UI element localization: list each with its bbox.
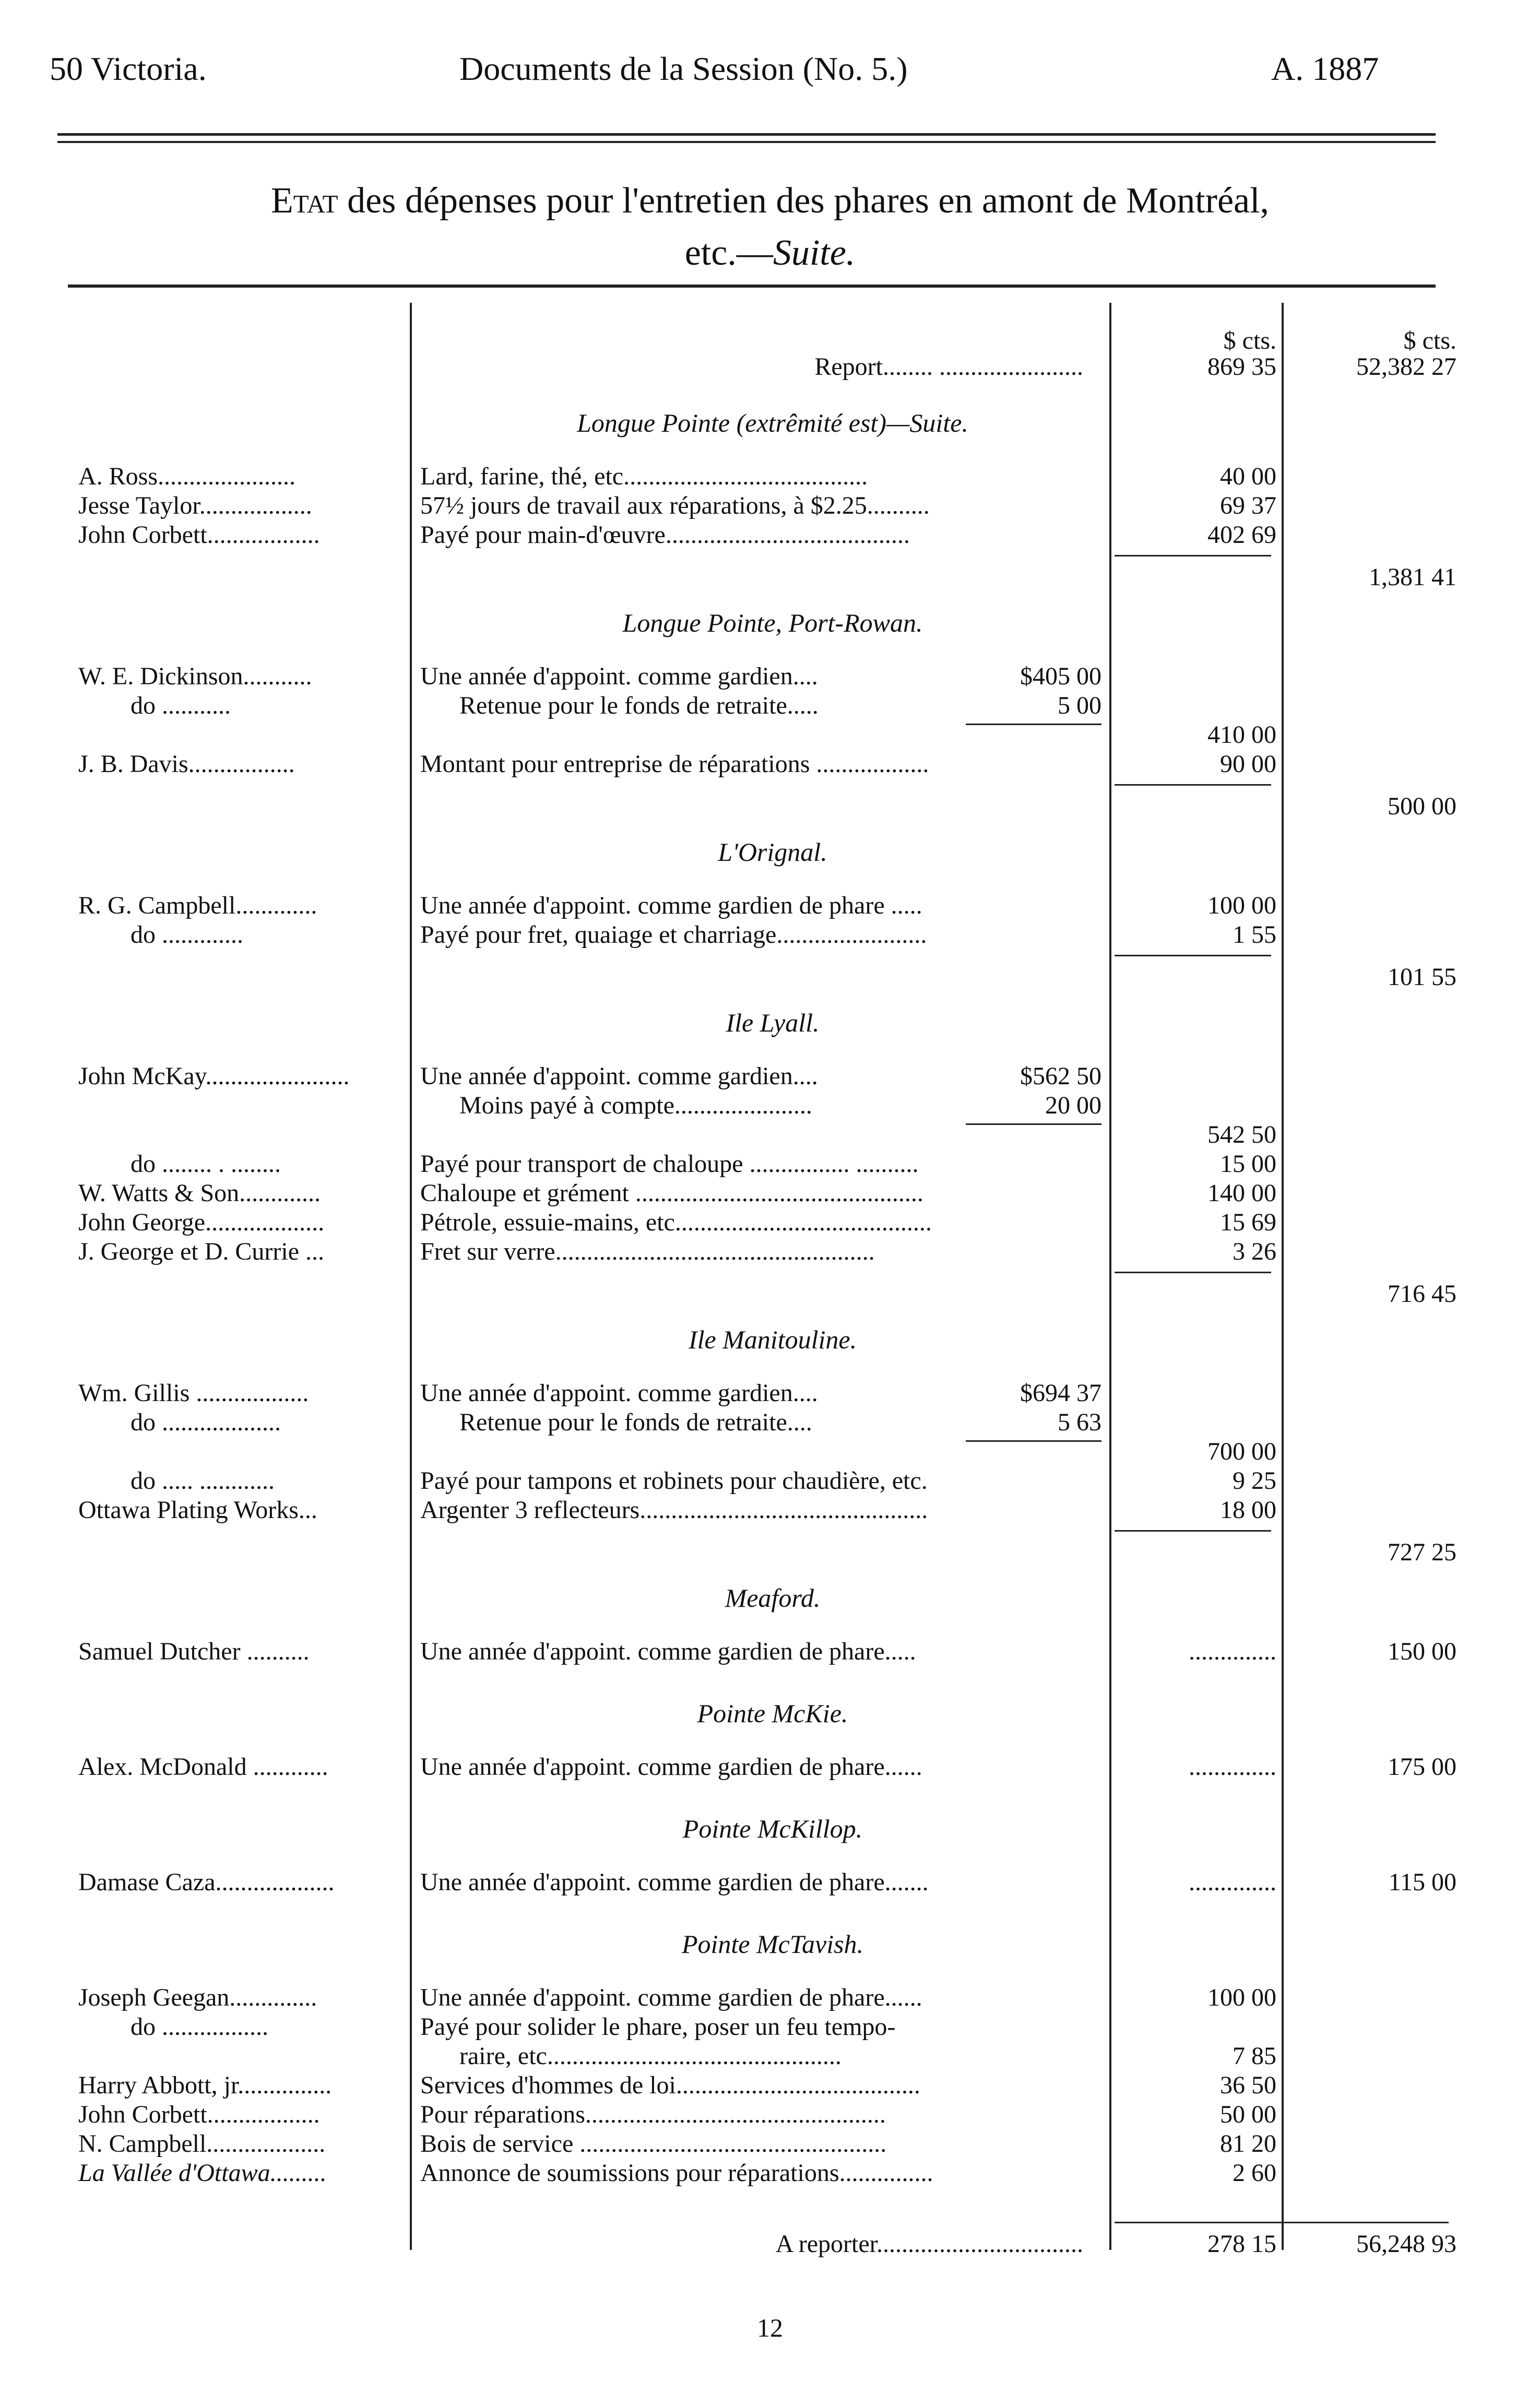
title-line1: des dépenses pour l'entretien des phares en amont de Montréal, [338,181,1270,221]
sub-amount: $562 50 [1020,1062,1101,1090]
title-line2a: etc.— [684,233,773,273]
amount-col1: 40 00 [1220,463,1276,490]
table-row [0,1179,1540,1208]
payee-name: Wm. Gillis .................. [78,1379,309,1407]
table-row [0,491,1540,520]
payee-name: Jesse Taylor.................. [78,492,312,519]
payee-name: John Corbett.................. [78,2101,320,2128]
sub-amount: 20 00 [1045,1092,1101,1119]
header-right: A. 1887 [1271,50,1379,87]
table-row [0,1237,1540,1266]
table-row [0,1983,1540,2012]
section-total-rule [1115,1272,1271,1273]
section-total: 500 00 [1388,792,1456,820]
amount-col1: .............. [1189,1638,1276,1665]
header-center: Documents de la Session (No. 5.) [459,50,908,87]
item-description: Fret sur verre................................................... [420,1238,875,1265]
section-total: 1,381 41 [1369,563,1456,591]
item-description: Retenue pour le fonds de retraite.... [459,1408,812,1436]
table-row [0,1408,1540,1437]
section-title: Pointe McKie. [697,1699,848,1728]
column-rule-names [410,303,412,2250]
amount-col1: .............. [1189,1753,1276,1781]
table-row [0,1091,1540,1120]
footer-col1: 278 15 [1207,2230,1276,2258]
section-title: Meaford. [725,1583,821,1613]
page-number: 12 [757,2313,783,2342]
payee-name: J. B. Davis................. [78,750,295,778]
section-title: Pointe McKillop. [682,1814,863,1843]
report-col1: 869 35 [1207,353,1276,381]
payee-name: Joseph Geegan.............. [78,1984,317,2011]
section-total-rule [1115,955,1271,956]
item-description: Une année d'appoint. comme gardien.... [420,1062,818,1090]
payee-name: La Vallée d'Ottawa......... [78,2159,327,2187]
section-total-row [0,1279,1540,1309]
payee-name: Ottawa Plating Works... [78,1496,317,1524]
table-row [0,1752,1540,1782]
header-rule-top [57,133,1436,136]
table-row [0,2071,1540,2100]
payee-name: Samuel Dutcher .......... [78,1638,310,1665]
sub-amount: $694 37 [1020,1379,1101,1407]
section-total-row [0,563,1540,592]
amount-col1: 69 37 [1220,492,1276,519]
section-total-rule [1115,1530,1271,1532]
amount-col1: 410 00 [1207,721,1276,749]
amount-col1: 36 50 [1220,2071,1276,2099]
payee-name: W. E. Dickinson........... [78,662,312,690]
amount-col2: 150 00 [1388,1638,1456,1665]
section-title: Ile Lyall. [726,1008,820,1037]
table-row [0,2159,1540,2188]
amount-col1: 7 85 [1233,2042,1276,2070]
payee-name: John George................... [78,1208,325,1236]
table-row [0,2042,1540,2071]
section-title: Pointe McTavish. [681,1929,864,1959]
footer-label: A reporter................................. [775,2230,1083,2258]
item-description: Chaloupe et grément .............................................. [420,1179,923,1207]
payee-name: Alex. McDonald ............ [78,1753,328,1781]
payee-name: John Corbett.................. [78,521,320,549]
amount-col1: 50 00 [1220,2101,1276,2128]
payee-name: A. Ross...................... [78,463,296,490]
table-row [0,1379,1540,1408]
table-row [0,2129,1540,2159]
table-row [0,1062,1540,1091]
payee-name: do ........... [131,692,231,719]
item-description: Pétrole, essuie-mains, etc......................................... [420,1208,932,1236]
amount-col1: 15 69 [1220,1208,1276,1236]
column-rule-col2 [1282,303,1284,2250]
amount-col1: 90 00 [1220,750,1276,778]
item-description: Montant pour entreprise de réparations .................. [420,750,929,778]
item-description: Payé pour tampons et robinets pour chaudière, etc. [420,1467,928,1495]
amount-col1: 1 55 [1233,921,1276,949]
table-row [0,1120,1540,1149]
amount-col1: 100 00 [1207,892,1276,919]
title-line2b: Suite. [773,233,856,273]
table-row [0,750,1540,779]
item-description: Une année d'appoint. comme gardien de phare..... [420,1638,916,1665]
sub-amount: $405 00 [1020,662,1101,690]
amount-col1: 140 00 [1207,1179,1276,1207]
table-row [0,662,1540,691]
section-total-row [0,792,1540,821]
amount-col1: 402 69 [1207,521,1276,549]
section-total-row [0,1538,1540,1567]
amount-col1: 9 25 [1233,1467,1276,1495]
sub-amount: 5 00 [1058,692,1101,719]
payee-name: W. Watts & Son............. [78,1179,321,1207]
section-title: Ile Manitouline. [688,1325,857,1354]
report-row [0,352,1540,382]
item-description: raire, etc............................................... [459,2042,842,2070]
payee-name: do ..... ............ [131,1467,275,1495]
item-description: Une année d'appoint. comme gardien de phare....... [420,1868,929,1896]
item-description: Payé pour fret, quaiage et charriage........................ [420,921,927,949]
payee-name: Harry Abbott, jr............... [78,2071,332,2099]
title-rule [68,285,1436,288]
footer-rule [1115,2222,1449,2223]
sub-amount: 5 63 [1058,1408,1101,1436]
table-row [0,2100,1540,2129]
item-description: Une année d'appoint. comme gardien de phare...... [420,1753,922,1781]
document-title-line2 [0,230,1540,277]
payee-name: J. George et D. Currie ... [78,1238,324,1265]
amount-col1: 81 20 [1220,2130,1276,2158]
payee-name: do ............. [131,921,243,949]
table-row [0,1149,1540,1179]
item-description: Payé pour transport de chaloupe ................ .......... [420,1150,919,1178]
item-description: Retenue pour le fonds de retraite..... [459,692,819,719]
report-col2: 52,382 27 [1356,353,1456,381]
amount-col1: 700 00 [1207,1438,1276,1465]
col1-header: $ cts. [1223,327,1276,354]
table-row [0,1466,1540,1496]
amount-col2: 175 00 [1388,1753,1456,1781]
table-row [0,691,1540,720]
amount-col1: .............. [1189,1868,1276,1896]
section-total-rule [1115,555,1271,556]
payee-name: do ................. [131,2013,268,2041]
item-description: Lard, farine, thé, etc....................................... [420,463,868,490]
item-description: Une année d'appoint. comme gardien.... [420,1379,818,1407]
table-row [0,891,1540,920]
amount-col1: 100 00 [1207,1984,1276,2011]
amount-col2: 115 00 [1388,1868,1456,1896]
item-description: Une année d'appoint. comme gardien.... [420,662,818,690]
amount-col1: 18 00 [1220,1496,1276,1524]
table-row [0,520,1540,550]
item-description: Payé pour solider le phare, poser un feu tempo- [420,2013,896,2041]
section-total-row [0,963,1540,992]
item-description: Pour réparations................................................ [420,2101,886,2128]
payee-name: Damase Caza................... [78,1868,335,1896]
section-total: 101 55 [1388,963,1456,991]
table-row [0,720,1540,750]
section-total: 727 25 [1388,1538,1456,1566]
table-row [0,462,1540,491]
table-row [0,920,1540,950]
title-smallcaps: Etat [270,181,338,221]
table-row [0,1868,1540,1897]
document-title [0,177,1540,224]
header-left: 50 Victoria. [50,50,207,87]
header-rule-bottom [57,141,1436,143]
amount-col1: 3 26 [1233,1238,1276,1265]
item-description: Une année d'appoint. comme gardien de phare...... [420,1984,922,2011]
section-total: 716 45 [1388,1280,1456,1308]
item-description: 57½ jours de travail aux réparations, à $2.25.......... [420,492,930,519]
payee-name: do ........ . ........ [131,1150,281,1178]
item-description: Une année d'appoint. comme gardien de phare ..... [420,892,922,919]
table-row [0,1437,1540,1466]
item-description: Services d'hommes de loi....................................... [420,2071,920,2099]
amount-col1: 2 60 [1233,2159,1276,2187]
section-total-rule [1115,784,1271,786]
amount-col1: 15 00 [1220,1150,1276,1178]
table-row [0,1637,1540,1666]
payee-name: N. Campbell................... [78,2130,326,2158]
payee-name: R. G. Campbell............. [78,892,317,919]
item-description: Bois de service ................................................. [420,2130,887,2158]
column-headers [0,326,1540,355]
item-description: Payé pour main-d'œuvre....................................... [420,521,910,549]
item-description: Moins payé à compte...................... [459,1092,812,1119]
table-row [0,1208,1540,1237]
payee-name: John McKay....................... [78,1062,350,1090]
col2-header: $ cts. [1403,327,1456,354]
report-label: Report........ ....................... [814,353,1083,381]
table-row [0,1496,1540,1525]
item-description: Argenter 3 reflecteurs.............................................. [420,1496,928,1524]
section-title: Longue Pointe, Port-Rowan. [622,608,923,637]
amount-col1: 542 50 [1207,1121,1276,1148]
item-description: Annonce de soumissions pour réparations............... [420,2159,933,2187]
section-title: Longue Pointe (extrêmité est)—Suite. [577,408,968,437]
payee-name: do ................... [131,1408,281,1436]
footer-row [0,2230,1540,2259]
section-title: L'Orignal. [718,837,827,867]
footer-col2: 56,248 93 [1356,2230,1456,2258]
table-row [0,2012,1540,2042]
